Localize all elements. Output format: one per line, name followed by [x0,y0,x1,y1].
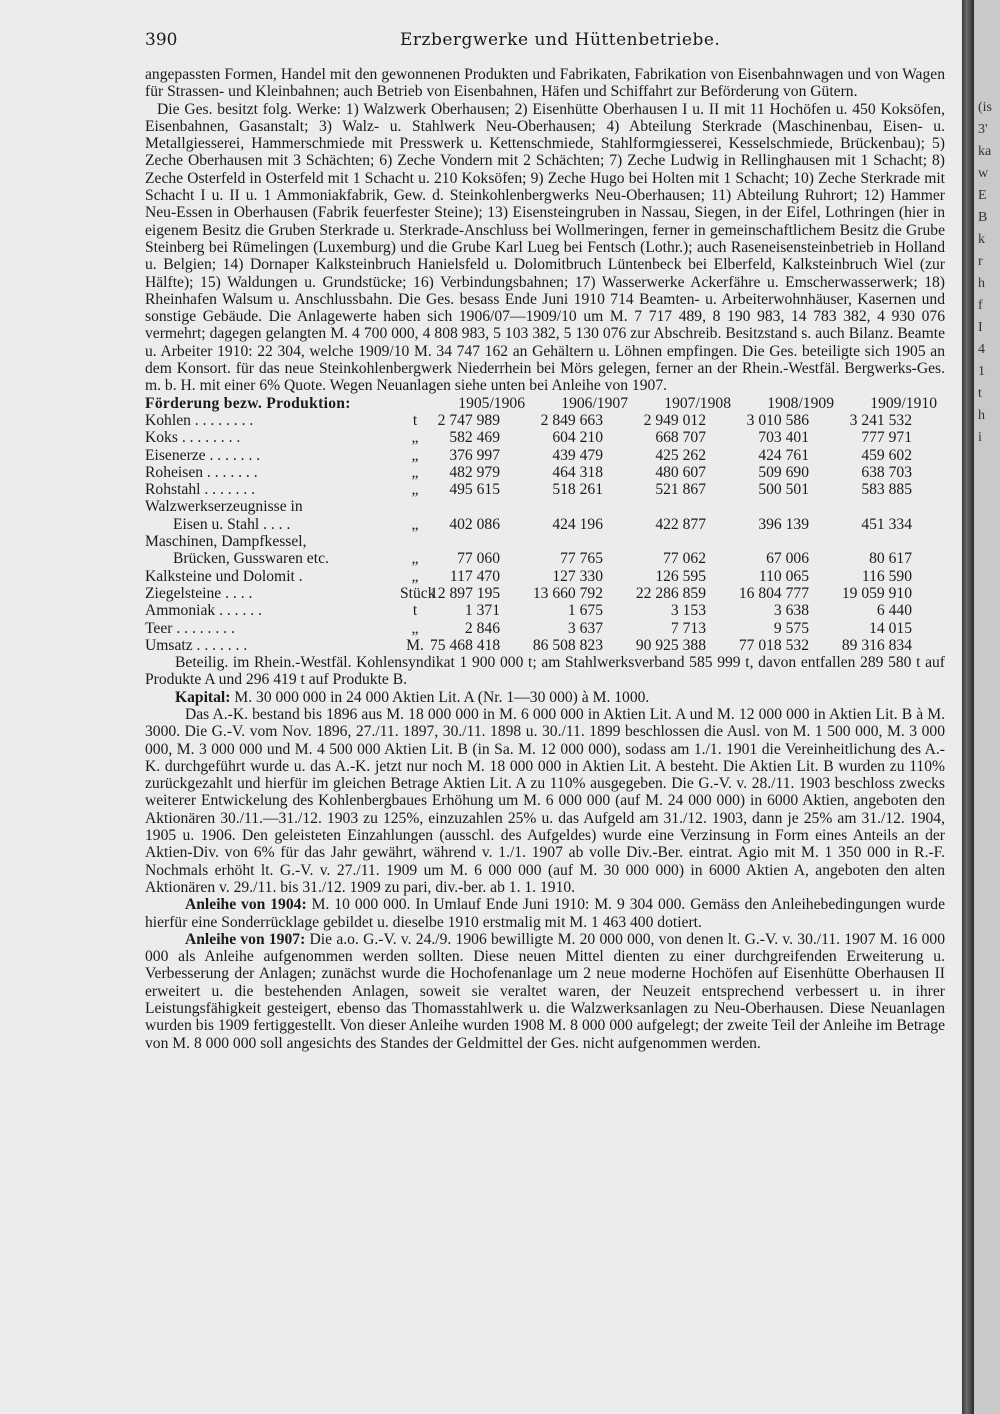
unit: „ [411,550,419,568]
unit: „ [411,567,419,585]
adjacent-page-fragment: i [978,430,982,445]
production-table [145,412,945,654]
value-cell [430,533,500,550]
value-cell: 509 690 [758,463,809,481]
value-cell: 86 508 823 [532,636,603,654]
value-cell: 482 979 [449,463,500,481]
unit: „ [411,446,419,464]
value-cell: 424 761 [758,446,809,464]
value-cell: 116 590 [861,567,912,585]
unit: „ [411,429,419,447]
table-row [145,620,945,637]
value-cell: 2 849 663 [540,411,603,429]
adjacent-page-fragment: (is [978,100,992,115]
unit: t [412,411,418,429]
value-cell: 459 602 [861,446,912,464]
value-cell: 13 660 792 [532,584,603,602]
anleihe-1907-text: Die a.o. G.-V. v. 24./9. 1906 bewilligte M. 20 000 000, von denen lt. G.-V. v. 30./11. 1907 M. 16 000 000 als Anleihe aufgenommen werden sollten. Diese neuen Mittel dienten zu einer durchgreifenden Erweiterung u. Verbesserung der Anlagen; zunächst wurde die Hochofenanlage um 2 neue moderne Hochöfen auf Eisenhütte Oberhausen II erweitert u. die bestehenden Anlagen, soweit sie veraltet waren, der Neuzeit entsprechend verbessert u. in ihrer Leistungsfähigkeit gesteigert, ebenso das Thomasstahlwerk u. die Walzwerksanlagen zu Neu-Oberhausen. Diese Neuanlagen wurden bis 1909 fertiggestellt. Von dieser Anleihe wurden 1908 M. 8 000 000 aufgelegt; der zweite Teil der Anleihe im Betrage von M. 8 000 000 soll angesichts des Standes der Geldmittel der Ges. nicht aufgenommen werden. [145,930,945,1052]
unit: „ [411,463,419,481]
table-row [145,412,945,429]
row-label: Teer . . . . . . . . [145,619,235,637]
value-cell: 22 286 859 [635,584,706,602]
table-row [145,464,945,481]
value-cell: 77 062 [663,550,706,568]
value-cell: 638 703 [861,463,912,481]
row-label: Koks . . . . . . . . [145,429,241,447]
value-cell: 396 139 [758,515,809,533]
value-cell: 424 196 [552,515,603,533]
row-label: Roheisen . . . . . . . [145,463,258,481]
anleihe-1904-section [145,896,945,931]
value-cell: 77 060 [457,550,500,568]
year-header: 1908/1909 [767,394,834,412]
unit: „ [411,515,419,533]
table-row [145,585,945,602]
adjacent-page-fragment: 4 [978,342,985,357]
value-cell [430,498,500,515]
value-cell: 126 595 [655,567,706,585]
row-label: Ammoniak . . . . . . [145,602,262,620]
row-label: Walzwerkserzeugnisse in [145,498,303,516]
unit: t [412,602,418,620]
value-cell [706,533,809,550]
adjacent-page-fragment: h [978,276,985,291]
value-cell: 2 747 989 [437,411,500,429]
value-cell: 3 010 586 [746,411,809,429]
value-cell: 518 261 [552,481,603,499]
value-cell: 75 468 418 [430,636,501,654]
row-label: Eisen u. Stahl . . . . [173,515,291,533]
production-table-header [145,395,945,412]
value-cell: 77 765 [560,550,603,568]
row-label: Eisenerze . . . . . . . [145,446,261,464]
production-heading: Förderung bezw. Produktion: [145,394,351,412]
value-cell [500,533,603,550]
value-cell: 604 210 [552,429,603,447]
value-cell: 19 059 910 [841,584,912,602]
table-row [145,516,945,533]
kapital-lead: M. 30 000 000 in 24 000 Aktien Lit. A (Nr. 1—30 000) à M. 1000. [234,688,650,706]
adjacent-page-fragment: w [978,166,989,181]
value-cell: 480 607 [655,463,706,481]
value-cell: 3 241 532 [849,411,912,429]
adjacent-page-fragment: 3' [978,122,988,137]
year-header: 1909/1910 [870,394,937,412]
value-cell: 500 501 [758,481,809,499]
value-cell: 110 065 [758,567,809,585]
adjacent-page-fragment: I [978,320,983,335]
value-cell: 422 877 [655,515,706,533]
value-cell: 582 469 [449,429,500,447]
unit: Stück [400,584,436,602]
unit [400,533,430,550]
anleihe-1904-text: M. 10 000 000. In Umlauf Ende Juni 1910: M. 9 304 000. Gemäss den Anleihebedingungen wurde hierfür eine Sonderrücklage gebildet u. dieselbe 1910 erstmalig mit M. 1 463 400 dotiert. [145,896,945,931]
value-cell: 67 006 [766,550,809,568]
unit: M. [406,636,424,654]
page-number: 390 [145,30,178,50]
row-label: Brücken, Gusswaren etc. [173,550,329,568]
value-cell: 7 713 [670,619,706,637]
row-label: Kohlen . . . . . . . . [145,411,254,429]
value-cell: 6 440 [876,602,912,620]
value-cell: 451 334 [861,515,912,533]
adjacent-page-fragment: t [978,386,982,401]
table-row [145,429,945,446]
row-label: Umsatz . . . . . . . [145,636,248,654]
book-spine [962,0,974,1414]
row-label: Ziegelsteine . . . . [145,584,253,602]
table-row [145,550,945,567]
value-cell [706,498,809,515]
value-cell: 80 617 [869,550,912,568]
adjacent-page-fragment: r [978,254,983,269]
value-cell: 16 804 777 [738,584,809,602]
adjacent-page-fragment: 1 [978,364,985,379]
kapital-history: Das A.-K. bestand bis 1896 aus M. 18 000 000 in M. 6 000 000 in Aktien Lit. A und M. 12 000 000 in Aktien Lit. B à M. 3000. Die G.-V. vom Nov. 1896, 27./11. 1897, 30./11. 1898 u. 30./11. 1899 beschlossen die Ausl. von M. 1 500 000, M. 3 000 000, M. 3 000 000 und M. 4 500 000 Aktien Lit. B (in Sa. M. 12 000 000), sodass am 1./1. 1901 die Vereinheitlichung des A.-K. durchgeführt wurde u. das A.-K. jetzt nur noch M. 18 000 000 in Aktien Lit. A besteht. Die Aktien Lit. B wurden zu 110% zurückgezahlt und hierfür im gleichen Betrage Aktien Lit. A zu 110% ausgegeben. Die G.-V. v. 28./11. 1903 beschloss zwecks weiterer Entwickelung des Kohlenbergbaues Erhöhung um M. 6 000 000 (auf M. 24 000 000) in 6000 Aktien, angeboten den Aktionären 30./11.—31./12. 1903 zu 125%, einzuzahlen 25% u. das Aufgeld am 31./12. 1903, dann je 25% am 31./12. 1904, 1905 u. 1906. Den geleisteten Einzahlungen (ausschl. des Aufgeldes) wurde eine Verzinsung in Form eines Anteils an der Aktien-Div. von 6% für das Jahr gewährt, während v. 1./1. 1907 ab volle Div.-Ber. eintrat. Agio mit M. 1 350 000 in R.-F. Nochmals erhöht lt. G.-V. v. 27./11. 1909 um M. 6 000 000 (auf M. 30 000 000) in 6000 Aktien A, angeboten den alten Aktionären v. 29./11. bis 31./12. 1909 zu pari, div.-ber. ab 1. 1. 1910. [145,705,945,896]
year-header: 1906/1907 [561,394,628,412]
running-title: Erzbergwerke und Hüttenbetriebe. [400,30,721,50]
table-row [145,481,945,498]
adjacent-page-fragment: B [978,210,988,225]
unit [400,498,430,515]
kapital-section [145,689,945,706]
value-cell: 127 330 [552,567,603,585]
value-cell: 703 401 [758,429,809,447]
value-cell: 464 318 [552,463,603,481]
adjacent-page-fragment: k [978,232,985,247]
value-cell: 521 867 [655,481,706,499]
value-cell: 1 675 [567,602,603,620]
value-cell [603,498,706,515]
value-cell: 3 638 [773,602,809,620]
value-cell: 12 897 195 [430,584,501,602]
body-text [145,66,945,1052]
value-cell: 495 615 [449,481,500,499]
anleihe-1907-label: Anleihe von 1907: [185,930,306,948]
value-cell: 376 997 [449,446,500,464]
kapital-label: Kapital: [175,688,231,706]
adjacent-page-fragment: h [978,408,985,423]
value-cell: 668 707 [655,429,706,447]
value-cell [809,498,912,515]
value-cell [500,498,603,515]
value-cell: 425 262 [655,446,706,464]
syndicate-note: Beteilig. im Rhein.-Westfäl. Kohlensyndikat 1 900 000 t; am Stahlwerksverband 585 999 t, davon entfallen 289 580 t auf Produkte A und 296 419 t auf Produkte B. [145,654,945,689]
intro-paragraph-2: Die Ges. besitzt folg. Werke: 1) Walzwerk Oberhausen; 2) Eisenhütte Oberhausen I u. II mit 11 Hochöfen u. 450 Koksöfen, Eisenbahnen, Gasanstalt; 3) Walz- u. Stahlwerk Neu-Oberhausen; 4) Abteilung Sterkrade (Maschinenbau, Eisen- u. Metallgiesserei, Hammerschmiede mit Presswerk u. Kettenschmiede, Stahlformgiesserei, Kesselschmiede, Brückenbau); 5) Zeche Oberhausen mit 3 Schächten; 6) Zeche Vondern mit 2 Schächten; 7) Zeche Ludwig in Rellinghausen mit 1 Schacht; 8) Zeche Osterfeld in Osterfeld mit 1 Schacht u. 210 Koksöfen; 9) Zeche Hugo bei Holten mit 1 Schacht; 10) Zeche Sterkrade mit Schacht I u. II u. 1 Ammoniakfabrik, Gew. d. Steinkohlenbergwerks Neu-Oberhausen; 11) Abteilung Ruhrort; 12) Hammer Neu-Essen in Oberhausen (Fabrik feuerfester Steine); 13) Eisensteingruben in Nassau, Siegen, in der Eifel, Lothringen (hier in eigenem Besitz die Gruben Sterkrade u. Sterkrade-Anschluss bei Wollmeringen, ferner in gemeinschaftlichem Besitz die Grube Steinberg bei Rümelingen (Luxemburg) und die Grube Karl Lueg bei Fentsch (Lothr.); auch Raseneisensteinbetrieb in Holland u. Belgien; 14) Dornaper Kalksteinbruch Hanielsfeld u. Dolomitbruch Lüntenbeck bei Elberfeld, Kalksteinbruch Wiel (zur Hälfte); 15) Waldungen u. Grundstücke; 16) Verbindungsbahnen; 17) Wasserwerke Ackerfähre u. Emscherwasserwerk; 18) Rheinhafen Walsum u. Anschlussbahn. Die Ges. besass Ende Juni 1910 714 Beamten- u. Arbeiterwohnhäuser, Kasernen und sonstige Gebäude. Die Anlagewerte haben sich 1906/07—1909/10 um M. 7 717 489, 8 190 983, 14 783 382, 4 930 076 vermehrt; dagegen gelangten M. 4 700 000, 4 808 983, 5 103 382, 5 130 076 zur Abschreib. Besitzstand s. auch Bilanz. Beamte u. Arbeiter 1910: 22 304, welche 1909/10 M. 34 747 162 an Gehältern u. Löhnen empfingen. Die Ges. beteiligte sich 1905 an dem Konsort. für das neue Steinkohlenbergwerk Niederrhein bei Mörs gelegen, ferner an der Rhein.-Westfäl. Bergwerks-Ges. m. b. H. mit einer 6% Quote. Wegen Neuanlagen siehe unten bei Anleihe von 1907. [145,100,945,395]
table-row [145,602,945,619]
row-label: Maschinen, Dampfkessel, [145,533,307,551]
value-cell: 9 575 [773,619,809,637]
year-header: 1907/1908 [664,394,731,412]
intro-paragraph-1: angepassten Formen, Handel mit den gewonnenen Produkten und Fabrikaten, Fabrikation von Eisenbahnwagen und von Wagen für Strassen- und Kleinbahnen; auch Betrieb von Eisenbahnen, Häfen und Schiffahrt zur Beförderung von Gütern. [145,66,945,101]
value-cell: 583 885 [861,481,912,499]
value-cell: 2 949 012 [643,411,706,429]
value-cell [809,533,912,550]
value-cell: 3 637 [567,619,603,637]
value-cell: 14 015 [869,619,912,637]
value-cell: 439 479 [552,446,603,464]
year-header: 1905/1906 [458,394,525,412]
row-label: Kalksteine und Dolomit . [145,567,303,585]
value-cell: 777 971 [861,429,912,447]
table-row [145,447,945,464]
value-cell: 89 316 834 [841,636,912,654]
table-row [145,568,945,585]
value-cell: 77 018 532 [738,636,809,654]
table-row [145,637,945,654]
value-cell: 402 086 [449,515,500,533]
value-cell: 1 371 [464,602,500,620]
table-row [145,533,945,550]
adjacent-page-fragment: E [978,188,987,203]
adjacent-page-fragment: f [978,298,983,313]
value-cell: 2 846 [464,619,500,637]
anleihe-1904-label: Anleihe von 1904: [185,896,307,914]
page-header [0,30,962,56]
adjacent-page-edge [974,0,1000,1414]
value-cell: 117 470 [449,567,500,585]
value-cell: 3 153 [670,602,706,620]
value-cell [603,533,706,550]
unit: „ [411,481,419,499]
row-label: Rohstahl . . . . . . . [145,481,256,499]
anleihe-1907-section [145,931,945,1052]
value-cell: 90 925 388 [635,636,706,654]
unit: „ [411,619,419,637]
table-row [145,498,945,515]
adjacent-page-fragment: ka [978,144,992,159]
